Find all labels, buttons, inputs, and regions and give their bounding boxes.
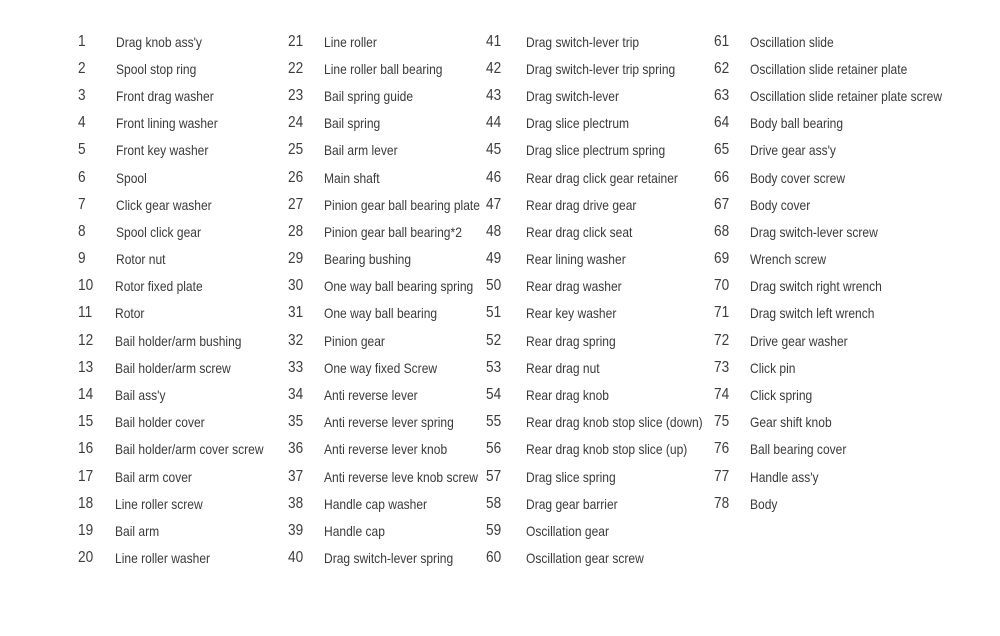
part-name: Gear shift knob	[750, 414, 832, 431]
part-row	[486, 517, 731, 544]
part-number: 25	[288, 141, 304, 159]
part-row	[486, 463, 731, 490]
part-row	[288, 436, 505, 463]
part-number: 51	[486, 304, 502, 322]
part-number: 75	[714, 413, 730, 431]
part-name: Drag slice spring	[526, 468, 616, 485]
part-name: Drag slice plectrum	[526, 115, 630, 132]
part-name: Body	[750, 495, 778, 512]
part-name: Rear drag nut	[526, 359, 600, 376]
part-name: Front drag washer	[116, 87, 214, 104]
part-name: Pinion gear ball bearing*2	[324, 223, 462, 240]
part-name: Rear drag spring	[526, 332, 616, 349]
part-row	[288, 463, 505, 490]
part-name: Drag switch-lever trip	[526, 33, 640, 50]
part-name: Pinion gear	[324, 332, 385, 349]
part-number: 64	[714, 114, 730, 132]
part-name: Oscillation gear	[526, 522, 609, 539]
part-number: 77	[714, 467, 730, 485]
parts-column-3	[486, 28, 731, 572]
part-name: Drive gear washer	[750, 332, 848, 349]
part-row	[714, 137, 973, 164]
part-row	[486, 137, 731, 164]
part-row	[486, 246, 731, 273]
part-number: 34	[288, 386, 304, 404]
part-row	[288, 545, 505, 572]
part-number: 54	[486, 386, 502, 404]
part-number: 18	[78, 494, 94, 512]
part-row	[486, 490, 731, 517]
part-number: 33	[288, 358, 304, 376]
part-number: 70	[714, 277, 730, 295]
part-number: 68	[714, 222, 730, 240]
part-number: 50	[486, 277, 502, 295]
part-name: Drag switch-lever screw	[750, 223, 878, 240]
part-name: Spool click gear	[116, 223, 201, 240]
part-number: 73	[714, 358, 730, 376]
part-row	[288, 517, 505, 544]
part-name: Oscillation gear screw	[526, 550, 644, 567]
part-number: 13	[78, 358, 94, 376]
part-row	[78, 409, 288, 436]
part-name: Anti reverse lever spring	[324, 414, 454, 431]
part-number: 76	[714, 440, 730, 458]
part-name: Spool	[116, 169, 147, 186]
part-number: 11	[78, 304, 93, 322]
part-number: 12	[78, 331, 94, 349]
part-row	[486, 436, 731, 463]
part-row	[486, 300, 731, 327]
part-name: Click gear washer	[116, 196, 212, 213]
part-name: Body cover	[750, 196, 811, 213]
part-number: 53	[486, 358, 502, 376]
part-name: Bail holder/arm cover screw	[115, 441, 264, 458]
part-number: 28	[288, 222, 304, 240]
part-row	[78, 82, 288, 109]
part-name: Rear drag drive gear	[526, 196, 637, 213]
part-name: Body ball bearing	[750, 115, 844, 132]
part-name: Rotor	[115, 305, 145, 322]
part-number: 49	[486, 250, 502, 268]
part-row	[486, 273, 731, 300]
part-number: 63	[714, 86, 730, 104]
part-name: Rear key washer	[526, 305, 617, 322]
part-number: 17	[78, 467, 94, 485]
part-name: Drag slice plectrum spring	[526, 142, 666, 159]
part-name: Handle cap	[324, 522, 385, 539]
part-number: 72	[714, 331, 730, 349]
part-number: 71	[714, 304, 730, 322]
part-row	[78, 545, 288, 572]
part-number: 29	[288, 250, 304, 268]
part-name: Anti reverse lever knob	[324, 441, 448, 458]
part-row	[486, 327, 731, 354]
part-number: 14	[78, 386, 94, 404]
part-number: 61	[714, 32, 730, 50]
part-name: Handle cap washer	[324, 495, 428, 512]
part-number: 56	[486, 440, 502, 458]
part-row	[714, 381, 973, 408]
part-number: 24	[288, 114, 304, 132]
part-row	[78, 490, 288, 517]
part-number: 10	[78, 277, 94, 295]
part-name: Drive gear ass'y	[750, 142, 836, 159]
part-name: Bail holder cover	[115, 414, 205, 431]
part-number: 15	[78, 413, 94, 431]
part-number: 16	[78, 440, 94, 458]
part-name: Bail spring guide	[324, 87, 414, 104]
part-row	[288, 218, 505, 245]
part-name: Bail arm lever	[324, 142, 398, 159]
part-name: Main shaft	[324, 169, 380, 186]
part-name: Ball bearing cover	[750, 441, 847, 458]
part-row	[714, 246, 973, 273]
part-row	[486, 354, 731, 381]
part-number: 37	[288, 467, 304, 485]
part-number: 2	[78, 59, 86, 77]
part-row	[288, 110, 505, 137]
part-row	[714, 490, 973, 517]
part-name: Anti reverse leve knob screw	[324, 468, 478, 485]
part-row	[288, 409, 505, 436]
part-name: Click pin	[750, 359, 796, 376]
part-name: Oscillation slide retainer plate screw	[750, 87, 943, 104]
part-name: Line roller	[324, 33, 377, 50]
part-row	[78, 246, 288, 273]
part-number: 59	[486, 521, 502, 539]
part-number: 48	[486, 222, 502, 240]
part-row	[78, 273, 288, 300]
part-row	[486, 110, 731, 137]
part-number: 19	[78, 521, 94, 539]
part-name: Drag knob ass'y	[116, 33, 202, 50]
part-number: 62	[714, 59, 730, 77]
part-number: 7	[78, 195, 86, 213]
part-row	[78, 463, 288, 490]
part-row	[486, 164, 731, 191]
part-name: Wrench screw	[750, 251, 827, 268]
part-row	[78, 381, 288, 408]
part-row	[78, 517, 288, 544]
part-number: 57	[486, 467, 502, 485]
part-name: Bail ass'y	[115, 387, 166, 404]
part-name: Spool stop ring	[116, 60, 197, 77]
part-row	[486, 545, 731, 572]
part-row	[714, 55, 973, 82]
part-row	[714, 327, 973, 354]
part-number: 31	[288, 304, 304, 322]
part-number: 55	[486, 413, 502, 431]
part-row	[714, 218, 973, 245]
part-name: Rear drag knob	[526, 387, 610, 404]
part-name: Front lining washer	[116, 115, 218, 132]
part-number: 8	[78, 222, 86, 240]
part-name: Drag switch-lever trip spring	[526, 60, 676, 77]
part-row	[714, 436, 973, 463]
part-row	[486, 381, 731, 408]
part-name: Anti reverse lever	[324, 387, 418, 404]
part-number: 5	[78, 141, 86, 159]
part-row	[288, 490, 505, 517]
part-name: Rear drag click seat	[526, 223, 633, 240]
part-row	[714, 273, 973, 300]
part-name: Handle ass'y	[750, 468, 819, 485]
part-row	[78, 218, 288, 245]
part-row	[714, 82, 973, 109]
part-name: Oscillation slide retainer plate	[750, 60, 908, 77]
part-number: 6	[78, 168, 86, 186]
part-number: 22	[288, 59, 304, 77]
part-number: 60	[486, 549, 502, 567]
part-row	[288, 354, 505, 381]
part-row	[486, 409, 731, 436]
part-name: Rear drag washer	[526, 278, 622, 295]
part-name: Line roller washer	[115, 550, 211, 567]
part-name: Drag gear barrier	[526, 495, 618, 512]
part-name: Bail holder/arm bushing	[115, 332, 242, 349]
part-number: 47	[486, 195, 502, 213]
part-name: Drag switch-lever	[526, 87, 620, 104]
part-row	[78, 300, 288, 327]
part-name: Bail arm	[115, 522, 160, 539]
part-number: 4	[78, 114, 86, 132]
part-name: Drag switch left wrench	[750, 305, 875, 322]
part-name: Pinion gear ball bearing plate	[324, 196, 480, 213]
part-number: 9	[78, 250, 86, 268]
part-row	[78, 191, 288, 218]
part-row	[714, 409, 973, 436]
part-name: Bail arm cover	[115, 468, 192, 485]
part-name: Oscillation slide	[750, 33, 834, 50]
part-number: 1	[78, 32, 86, 50]
part-name: Rotor nut	[116, 251, 166, 268]
part-row	[78, 436, 288, 463]
part-row	[288, 28, 505, 55]
part-row	[288, 82, 505, 109]
part-row	[288, 137, 505, 164]
part-number: 27	[288, 195, 304, 213]
part-name: Line roller ball bearing	[324, 60, 443, 77]
part-row	[288, 164, 505, 191]
part-row	[78, 327, 288, 354]
part-number: 30	[288, 277, 304, 295]
part-name: Line roller screw	[115, 495, 203, 512]
part-number: 67	[714, 195, 730, 213]
part-number: 23	[288, 86, 304, 104]
part-number: 69	[714, 250, 730, 268]
part-name: Front key washer	[116, 142, 209, 159]
part-name: Bail spring	[324, 115, 381, 132]
part-row	[486, 55, 731, 82]
part-number: 21	[288, 32, 304, 50]
part-number: 20	[78, 549, 94, 567]
part-number: 46	[486, 168, 502, 186]
part-name: Rotor fixed plate	[115, 278, 203, 295]
part-number: 3	[78, 86, 86, 104]
part-name: Bail holder/arm screw	[115, 359, 231, 376]
part-number: 26	[288, 168, 304, 186]
part-number: 35	[288, 413, 304, 431]
part-name: Rear drag click gear retainer	[526, 169, 678, 186]
part-row	[714, 110, 973, 137]
part-name: Drag switch right wrench	[750, 278, 882, 295]
parts-column-1	[78, 28, 288, 572]
part-number: 66	[714, 168, 730, 186]
part-row	[486, 82, 731, 109]
part-row	[714, 354, 973, 381]
part-number: 32	[288, 331, 304, 349]
part-row	[714, 191, 973, 218]
part-name: Rear lining washer	[526, 251, 626, 268]
part-name: Bearing bushing	[324, 251, 412, 268]
part-number: 42	[486, 59, 502, 77]
part-row	[78, 354, 288, 381]
part-row	[78, 55, 288, 82]
part-row	[288, 300, 505, 327]
part-name: Rear drag knob stop slice (down)	[526, 414, 703, 431]
part-row	[714, 463, 973, 490]
part-name: One way ball bearing spring	[324, 278, 474, 295]
part-number: 41	[486, 32, 502, 50]
part-row	[78, 137, 288, 164]
part-row	[288, 381, 505, 408]
part-row	[288, 55, 505, 82]
part-number: 58	[486, 494, 502, 512]
part-row	[714, 164, 973, 191]
part-number: 39	[288, 521, 304, 539]
parts-column-2	[288, 28, 505, 572]
part-number: 36	[288, 440, 304, 458]
part-row	[288, 191, 505, 218]
part-number: 45	[486, 141, 502, 159]
part-number: 44	[486, 114, 502, 132]
part-number: 65	[714, 141, 730, 159]
part-name: Rear drag knob stop slice (up)	[526, 441, 688, 458]
part-number: 38	[288, 494, 304, 512]
part-number: 52	[486, 331, 502, 349]
part-row	[486, 191, 731, 218]
part-row	[78, 28, 288, 55]
part-row	[714, 300, 973, 327]
part-name: One way fixed Screw	[324, 359, 438, 376]
part-row	[486, 28, 731, 55]
part-number: 74	[714, 386, 730, 404]
part-row	[288, 327, 505, 354]
part-row	[78, 164, 288, 191]
part-row	[78, 110, 288, 137]
part-number: 43	[486, 86, 502, 104]
part-name: Drag switch-lever spring	[324, 550, 454, 567]
part-row	[486, 218, 731, 245]
part-number: 40	[288, 549, 304, 567]
part-row	[288, 246, 505, 273]
part-name: Click spring	[750, 387, 813, 404]
part-number: 78	[714, 494, 730, 512]
part-row	[714, 28, 973, 55]
part-name: Body cover screw	[750, 169, 846, 186]
part-row	[288, 273, 505, 300]
parts-column-4	[714, 28, 973, 517]
part-name: One way ball bearing	[324, 305, 438, 322]
